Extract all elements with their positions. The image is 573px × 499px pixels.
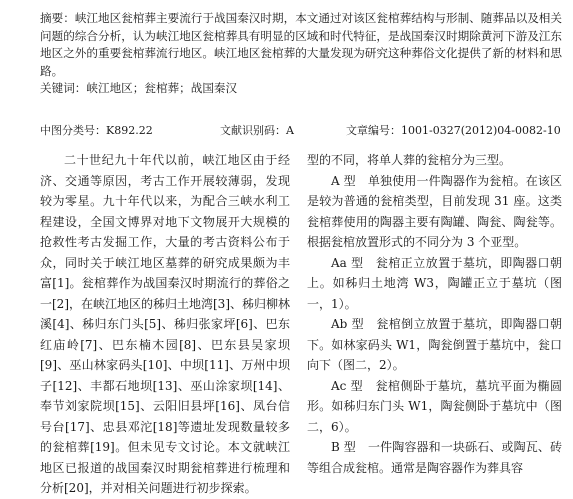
right-column bbox=[307, 150, 562, 478]
body-paragraph: Aa 型 瓮棺正立放置于墓坑，即陶器口朝上。如秭归土地湾 W3，陶罐正立于墓坑（图一，1）。 bbox=[307, 255, 562, 311]
article-number: 文章编号：1001-0327(2012)04-0082-10 bbox=[346, 124, 561, 137]
body-paragraph: Ab 型 瓮棺倒立放置于墓坑，即陶器口朝下。如林家码头 W1，陶瓮倒置于墓坑中，瓮口向下（图二，2）。 bbox=[307, 317, 562, 372]
keywords-text: 峡江地区；瓮棺葬；战国秦汉 bbox=[86, 81, 238, 95]
body-paragraph: A 型 单独使用一件陶器作为瓮棺。在该区是较为普通的瓮棺类型，目前发现 31 座。这类瓮棺葬使用的陶器主要有陶罐、陶瓮、陶瓮等。根据瓮棺放置形式的不同分为 3 个亚型。 bbox=[307, 173, 562, 249]
keywords-line bbox=[40, 80, 562, 98]
article-meta bbox=[40, 122, 562, 140]
body-paragraph: Ac 型 瓮棺侧卧于墓坑，墓坑平面为椭圆形。如秭归东门头 W1，陶瓮侧卧于墓坑中（图二，6）。 bbox=[307, 378, 562, 434]
abstract-block bbox=[40, 10, 562, 98]
body-paragraph: B 型 一件陶容器和一块砾石、或陶瓦、砖等组合成瓮棺。通常是陶容器作为葬具容 bbox=[307, 440, 562, 475]
body-paragraph: 型的不同，将单人葬的瓮棺分为三型。 bbox=[307, 153, 512, 167]
body-paragraph: 二十世纪九十年代以前，峡江地区由于经济、交通等原因，考古工作开展较薄弱，发现较为零星。九十年代以来，为配合三峡水利工程建设，全国文博界对地下文物展开大规模的抢救性考古发掘工作，大量的考古资料公布于众，同时关于峡江地区墓葬的研究成果颇为丰富[1]。瓮棺葬作为战国秦汉时期流行的葬俗之一[2]，在峡江地区的秭归土地湾[3]、秭归柳林溪[4]、秭归东门头[5]、秭归张家坪[6]、巴东红庙岭[7]、巴东楠木园[8]、巴东县吴家坝[9]、巫山林家码头[10]、中坝[11]、万州中坝子[12]、丰都石地坝[13]、巫山涂家坝[14]、奉节刘家院坝[15]、云阳旧县坪[16]、凤台信号台[17]、忠县邓沱[18]等遗址发现数量较多的瓮棺葬[19]。但未见专文讨论。本文就峡江地区已报道的战国秦汉时期瓮棺葬进行梳理和分析[20]，并对相关问题进行初步探索。 bbox=[40, 153, 290, 495]
classification-number: 中图分类号：K892.22 bbox=[40, 124, 153, 137]
abstract-label: 摘要： bbox=[40, 11, 75, 25]
left-column bbox=[40, 150, 290, 499]
abstract-text: 峡江地区瓮棺葬主要流行于战国秦汉时期，本文通过对该区瓮棺葬结构与形制、随葬品以及相关问题的综合分析，认为峡江地区瓮棺葬具有明显的区域和时代特征，是战国秦汉时期除黄河下游及江东地区之外的重要瓮棺葬流行地区。峡江地区瓮棺葬的大量发现为研究这种葬俗文化提供了新的材料和思路。 bbox=[40, 11, 562, 78]
keywords-label: 关键词： bbox=[40, 81, 87, 95]
document-code: 文献识别码：A bbox=[220, 124, 294, 137]
